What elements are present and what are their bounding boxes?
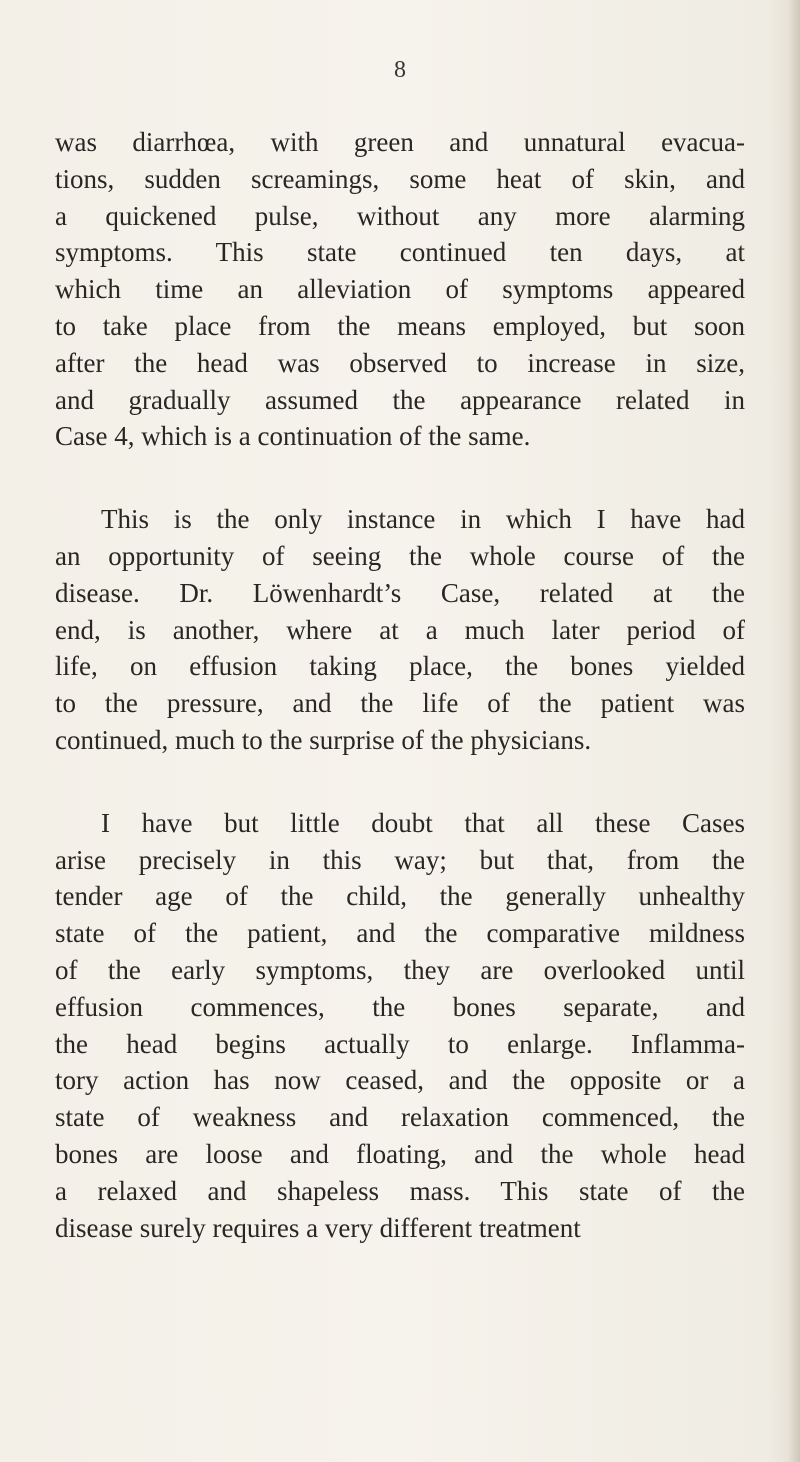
- page-number: 8: [394, 57, 406, 83]
- text-line: and gradually assumed the appearance related in: [55, 384, 745, 415]
- text-line: to take place from the means employed, but soon: [55, 310, 745, 341]
- text-line: This is the only instance in which I have had: [101, 504, 745, 535]
- text-line: effusion commences, the bones separate, and: [55, 991, 745, 1022]
- text-line: continued, much to the surprise of the physicians.: [55, 724, 592, 755]
- text-line: was diarrhœa, with green and unnatural evacua-: [55, 127, 745, 157]
- page-edge-shadow: [788, 0, 800, 1462]
- text-line: to the pressure, and the life of the patient was: [55, 688, 745, 719]
- paragraph-1: [55, 124, 745, 455]
- body-text: [55, 124, 745, 1246]
- text-line: tender age of the child, the generally unhealthy: [55, 881, 745, 912]
- paragraph-3: [55, 805, 745, 1247]
- text-line: arise precisely in this way; but that, from the: [55, 844, 745, 875]
- text-line: disease. Dr. Löwenhardt’s Case, related at the: [55, 577, 745, 608]
- text-line: state of the patient, and the comparative mildness: [55, 918, 745, 949]
- text-line: tions, sudden screamings, some heat of skin, and: [55, 163, 745, 194]
- paragraph-gap: [55, 759, 745, 805]
- text-line: the head begins actually to enlarge. Inflamma-: [55, 1028, 745, 1059]
- text-line: an opportunity of seeing the whole course of the: [55, 540, 745, 571]
- text-line: which time an alleviation of symptoms appeared: [55, 274, 745, 305]
- text-line: end, is another, where at a much later period of: [55, 614, 745, 645]
- text-line: state of weakness and relaxation commenced, the: [55, 1102, 745, 1133]
- text-line: tory action has now ceased, and the opposite or a: [55, 1065, 745, 1096]
- text-line: I have but little doubt that all these Cases: [101, 807, 745, 838]
- text-line: disease surely requires a very different treatment: [55, 1212, 581, 1243]
- text-line: symptoms. This state continued ten days, at: [55, 237, 745, 268]
- paragraph-2: [55, 501, 745, 759]
- text-line: bones are loose and floating, and the whole head: [55, 1138, 745, 1169]
- text-line: of the early symptoms, they are overlooked until: [55, 954, 745, 985]
- text-line: Case 4, which is a continuation of the same.: [55, 421, 531, 452]
- text-line: after the head was observed to increase in size,: [55, 347, 745, 378]
- paragraph-gap: [55, 455, 745, 501]
- text-line: a relaxed and shapeless mass. This state of the: [55, 1175, 745, 1206]
- text-line: a quickened pulse, without any more alarming: [55, 200, 745, 231]
- text-line: life, on effusion taking place, the bones yielded: [55, 651, 745, 682]
